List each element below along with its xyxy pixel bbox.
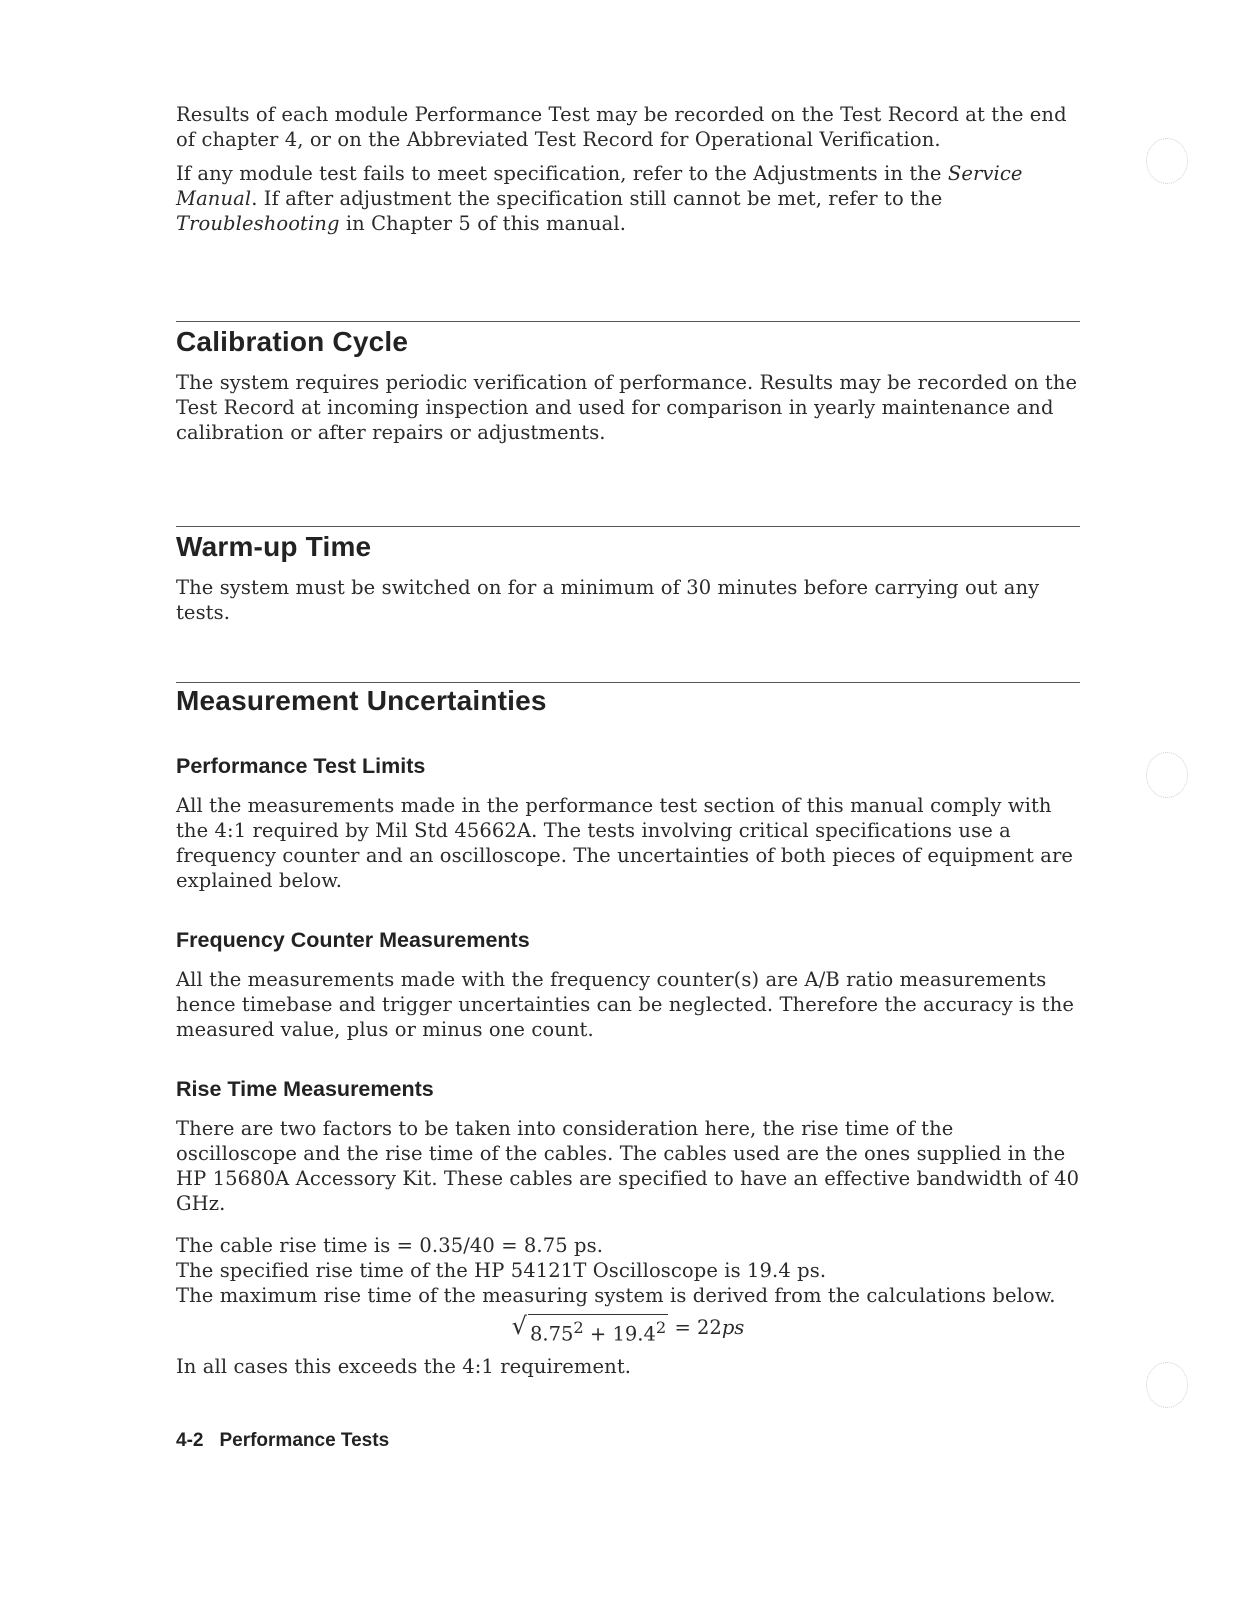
intro-paragraph-2 (176, 161, 1080, 236)
counter-body: All the measurements made with the frequency counter(s) are A/B ratio measurements hence timebase and trigger uncertainties can be neglected. Therefore the accuracy is the measured value, plus or minus one count. (176, 968, 1075, 1041)
section-title-calibration: Calibration Cycle (176, 326, 409, 357)
radical-sign: √ (511, 1312, 527, 1340)
subsection-title-limits: Performance Test Limits (176, 754, 426, 778)
section-rule (176, 526, 1080, 527)
radicand (528, 1314, 668, 1346)
intro-paragraph-1: Results of each module Performance Test may be recorded on the Test Record at the end of chapter 4, or on the Abbreviated Test Record for Operational Verification. (176, 103, 1067, 151)
section-title-uncertainties: Measurement Uncertainties (176, 685, 547, 716)
punch-hole-bottom (1146, 1362, 1188, 1408)
section-title-warmup: Warm-up Time (176, 531, 372, 562)
limits-subsection (176, 754, 1080, 893)
page-number: 4-2 (176, 1430, 204, 1451)
intro-p2-text-a: If any module test fails to meet specification, refer to the Adjustments in the (176, 162, 948, 185)
subsection-title-rise: Rise Time Measurements (176, 1077, 434, 1101)
section-rule (176, 321, 1080, 322)
counter-subsection (176, 928, 1080, 1042)
rise-conclusion: In all cases this exceeds the 4:1 requirement. (176, 1354, 632, 1378)
formula-result: = 22 (668, 1316, 722, 1339)
system-rise-line: The maximum rise time of the measuring system is derived from the calculations below. (176, 1284, 1056, 1307)
rise-time-formula (176, 1314, 1080, 1346)
punch-hole-top (1146, 138, 1188, 184)
formula-unit: ps (721, 1316, 745, 1339)
intro-section (176, 102, 1080, 245)
formula-exponent-1: 2 (573, 1318, 584, 1337)
formula-term-1: 8.75 (529, 1322, 574, 1346)
troubleshooting-ref: Troubleshooting (176, 212, 340, 235)
rise-body: There are two factors to be taken into consideration here, the rise time of the oscilloscope and the rise time of the cables. The cables used are the ones supplied in the HP 15680A Accessory Kit. These cables are specified to have an effective bandwidth of 40 GHz. (176, 1117, 1080, 1215)
rise-calculation (176, 1233, 1080, 1379)
intro-p2-text-c: in Chapter 5 of this manual. (339, 212, 627, 235)
calibration-body: The system requires periodic verification of performance. Results may be recorded on the Test Record at incoming inspection and used for comparison in yearly maintenance and calibration or after repairs or adjustments. (176, 371, 1078, 444)
service-manual-ref: Service Manual (176, 162, 1023, 210)
page-footer (176, 1430, 1080, 1452)
formula-plus: + (583, 1322, 613, 1346)
calibration-section (176, 321, 1080, 445)
section-rule (176, 682, 1080, 683)
scope-rise-line: The specified rise time of the HP 54121T Oscilloscope is 19.4 ps. (176, 1259, 827, 1282)
warmup-body: The system must be switched on for a minimum of 30 minutes before carrying out any tests. (176, 576, 1040, 624)
uncertainties-section (176, 682, 1080, 717)
cable-rise-line: The cable rise time is = 0.35/40 = 8.75 ps. (176, 1234, 604, 1257)
footer-section-name: Performance Tests (219, 1430, 390, 1451)
formula-exponent-2: 2 (655, 1318, 667, 1337)
rise-subsection (176, 1077, 1080, 1216)
square-root (512, 1314, 669, 1346)
limits-body: All the measurements made in the performance test section of this manual comply with the 4:1 required by Mil Std 45662A. The tests involving critical specifications use a frequency counter and an oscilloscope. The uncertainties of both pieces of equipment are explained below. (176, 794, 1074, 892)
warmup-section (176, 526, 1080, 625)
subsection-title-counter: Frequency Counter Measurements (176, 928, 530, 952)
punch-hole-middle (1146, 752, 1188, 798)
formula-term-2: 19.4 (612, 1322, 656, 1346)
intro-p2-text-b: . If after adjustment the specification still cannot be met, refer to the (251, 187, 943, 210)
